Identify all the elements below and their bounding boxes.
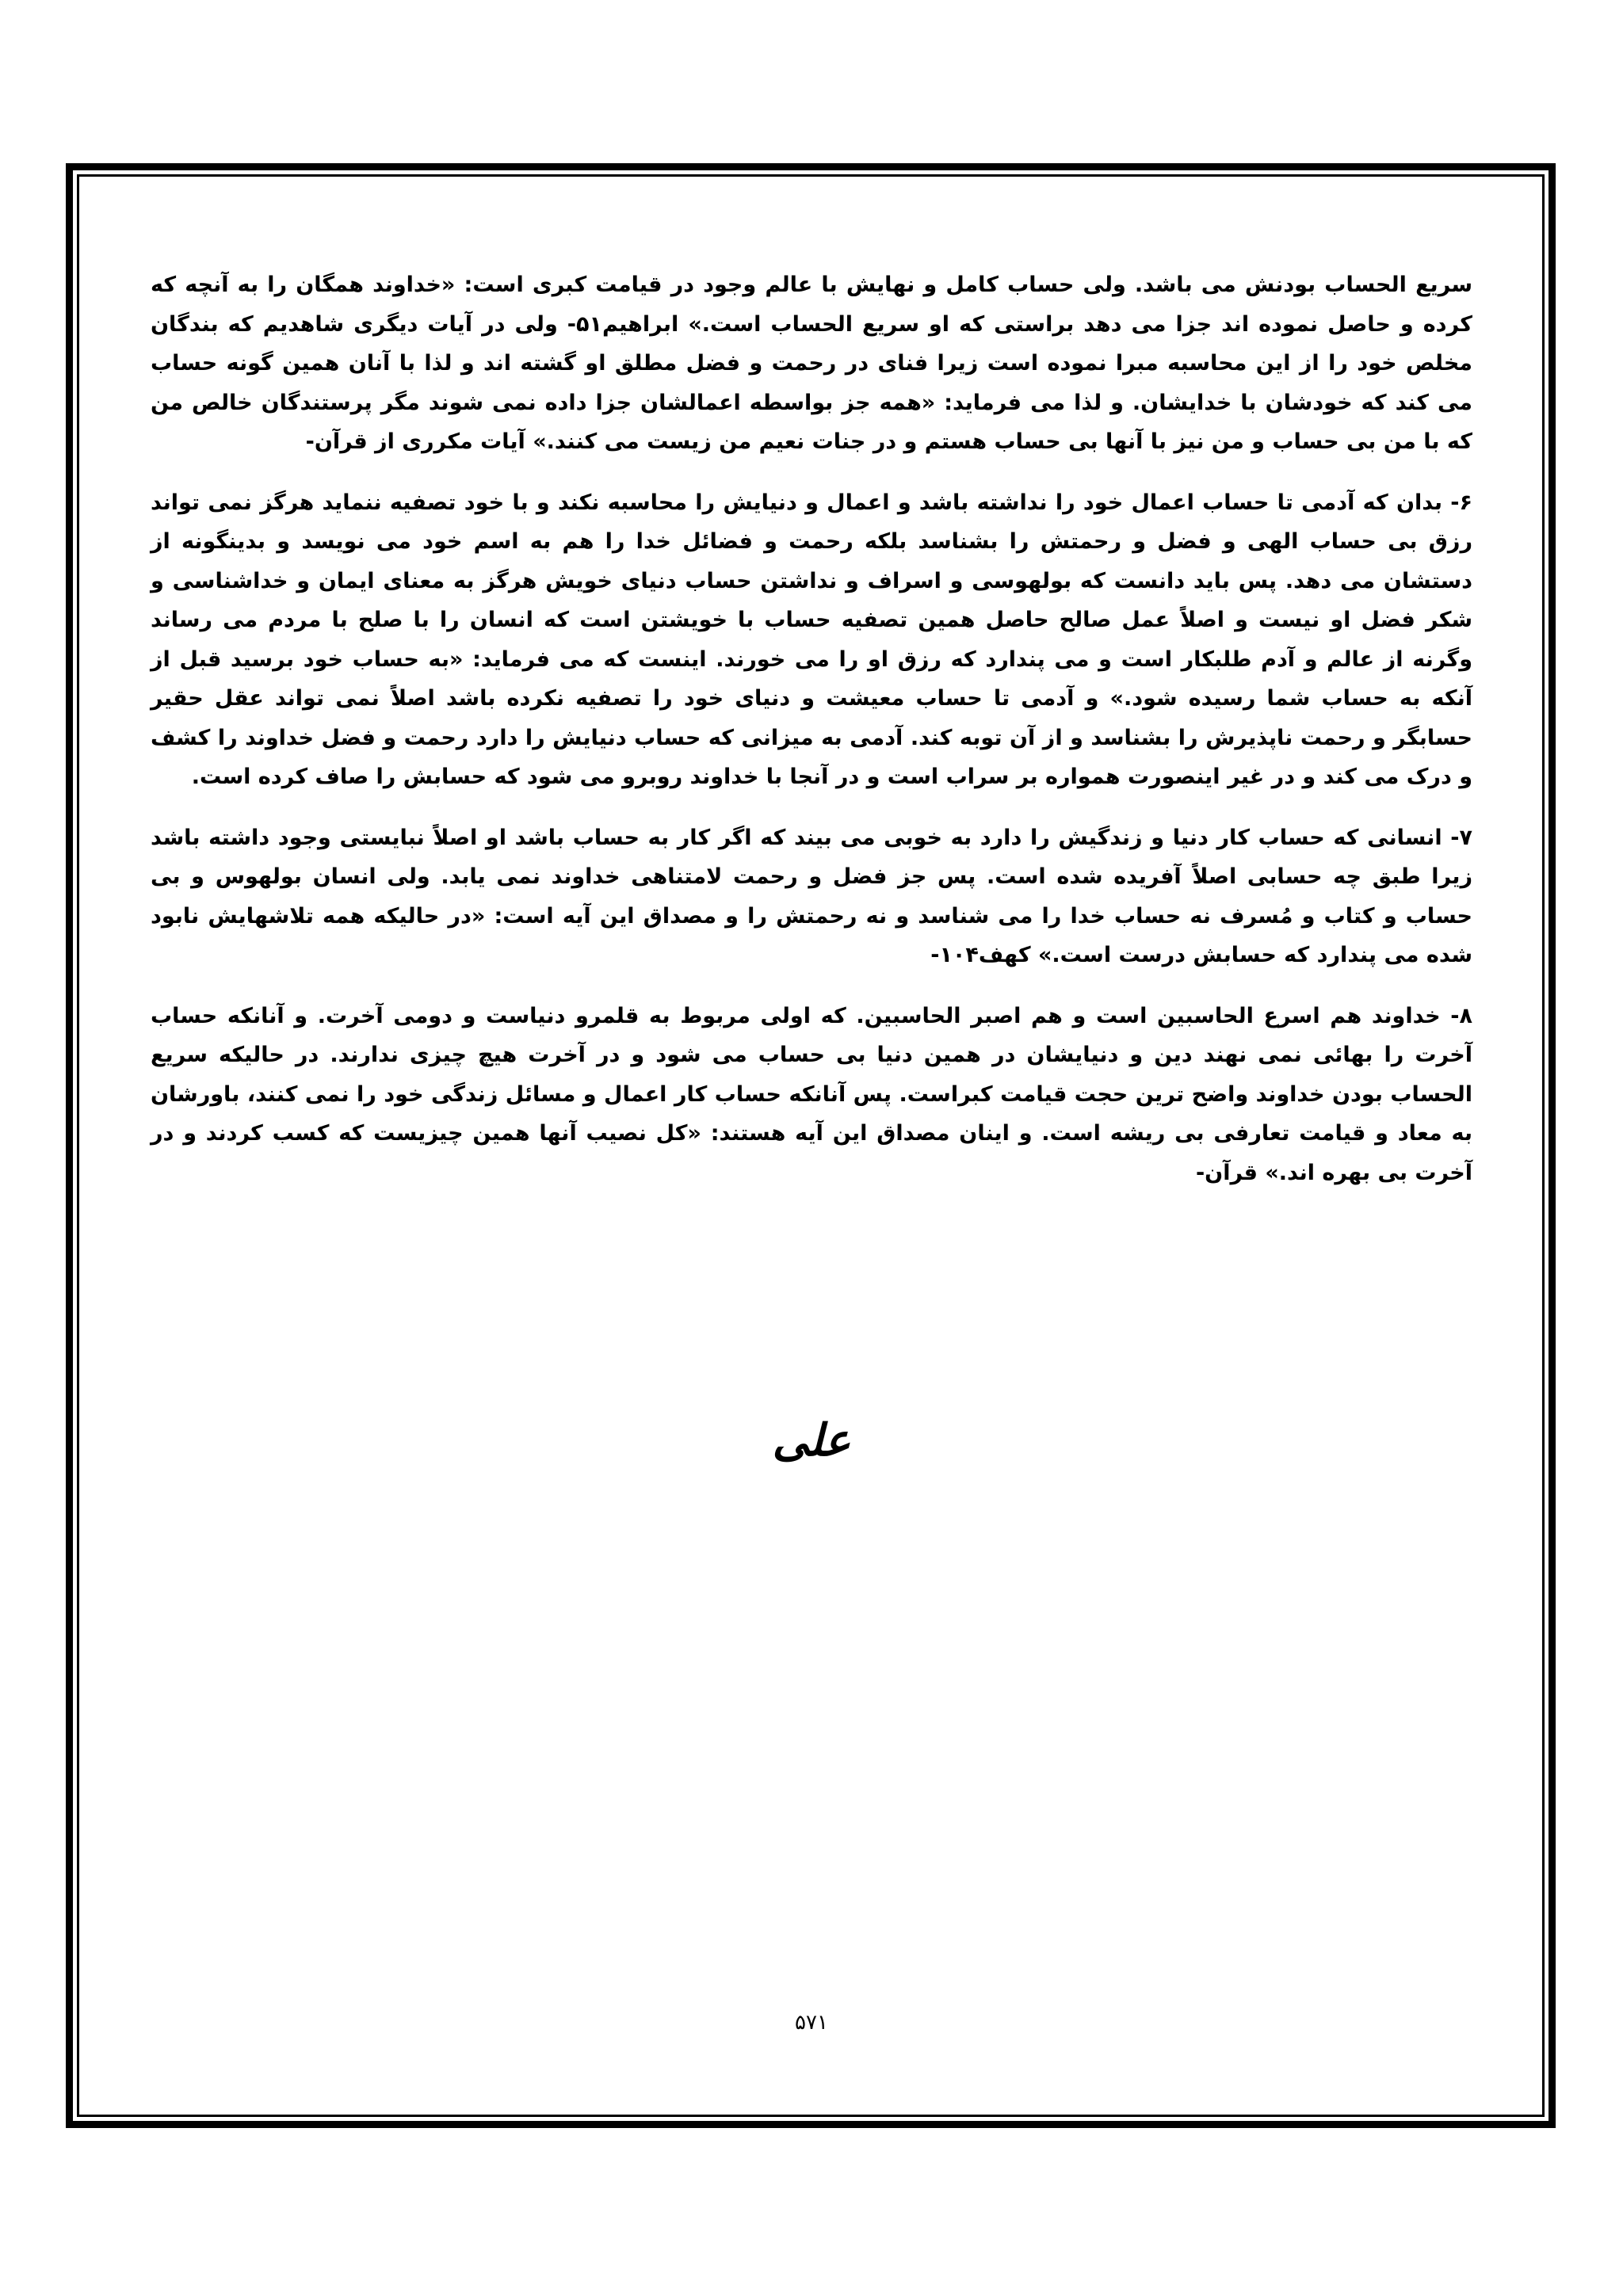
author-signature: علی: [772, 1414, 851, 1466]
page-body: [151, 265, 1472, 1214]
paragraph-2: ۶- بدان که آدمی تا حساب اعمال خود را نداشته باشد و اعمال و دنیایش را محاسبه نکند و با خود تصفیه ننماید هرگز نمی تواند رزق بی حساب الهی و فضل و رحمتش را بشناسد بلکه رحمت و فضائل خدا را هم به اسم خود می نویسد و بدینگونه از دستشان می دهد. پس باید دانست که بولهوسی و اسراف و نداشتن حساب دنیای خویش هرگز به معنای ایمان و خداشناسی و شکر فضل او نیست و اصلاً عمل صالح حاصل همین تصفیه حساب با خویشتن است که انسان را با صلح با مردم می رساند وگرنه از عالم و آدم طلبکار است و می پندارد که رزق او را می خورند. اینست که می فرماید: «به حساب خود برسید قبل از آنکه به حساب شما رسیده شود.» و آدمی تا حساب معیشت و دنیای خود را تصفیه نکرده باشد اصلاً نمی تواند عقل حقیر حسابگر و رحمت ناپذیرش را بشناسد و از آن توبه کند. آدمی به میزانی که حساب دنیایش را دارد رحمت و فضل خداوند را کشف و درک می کند و در غیر اینصورت همواره بر سراب است و در آنجا با خداوند روبرو می شود که حسابش را صاف کرده است.: [151, 490, 1472, 789]
paragraph-3: ۷- انسانی که حساب کار دنیا و زندگیش را دارد به خوبی می بیند که اگر کار به حساب باشد او اصلاً نبایستی وجود داشته باشد زیرا طبق چه حسابی اصلاً آفریده شده است. پس جز فضل و رحمت لامتناهی خداوند نمی یابد. ولی انسان بولهوس و بی حساب و کتاب و مُسرف نه حساب خدا را می شناسد و نه رحمتش را و مصداق این آیه است: «در حالیکه همه تلاشهایش نابود شده می پندارد که حسابش درست است.» کهف۱۰۴-: [151, 825, 1472, 967]
paragraph-1: سریع الحساب بودنش می باشد. ولی حساب کامل و نهایش با عالم وجود در قیامت کبری است: «خداوند همگان را به آنچه که کرده و حاصل نموده اند جزا می دهد براستی که او سریع الحساب است.» ابراهیم۵۱- ولی در آیات دیگری شاهدیم که بندگان مخلص خود را از این محاسبه مبرا نموده است زیرا فنای در رحمت و فضل مطلق او گشته اند و لذا با آنان همین گونه حساب می کند که خودشان با خدایشان. و لذا می فرماید: «همه جز بواسطه اعمالشان جزا داده نمی شوند مگر پرستندگان خالص من که با من بی حساب و من نیز با آنها بی حساب هستم و در جنات نعیم من زیست می کنند.» آیات مکرری از قرآن-: [151, 273, 1473, 454]
paragraph-4: ۸- خداوند هم اسرع الحاسبین است و هم اصبر الحاسبین. که اولی مربوط به قلمرو دنیاست و دومی آخرت. و آنانکه حساب آخرت را بهائی نمی نهند دین و دنیایشان در همین دنیا بی حساب می شود و در آخرت هیچ چیزی ندارند. در حالیکه سریع الحساب بودن خداوند واضح ترین حجت قیامت کبراست. پس آنانکه حساب کار اعمال و مسائل زندگی خود را نمی کنند، باورشان به معاد و قیامت تعارفی بی ریشه است. و اینان مصداق این آیه هستند: «کل نصیب آنها همین چیزیست که کسب کردند و در آخرت بی بهره اند.» قرآن-: [151, 1003, 1472, 1185]
page-number: ۵۷۱: [795, 2011, 828, 2035]
